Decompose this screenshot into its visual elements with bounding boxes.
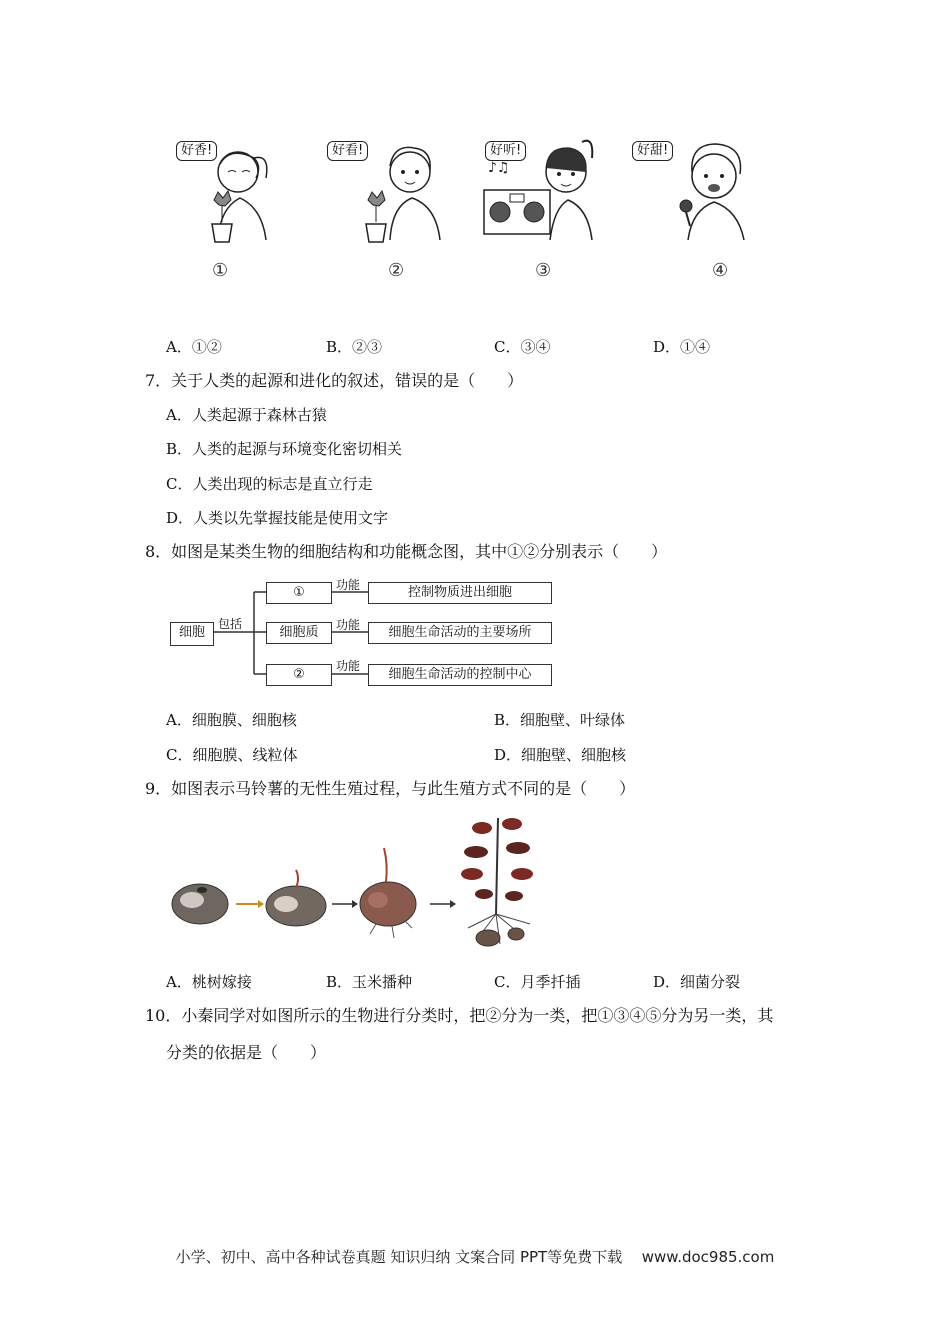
q8-option-b[interactable]: B．细胞壁、叶绿体	[494, 711, 626, 729]
q9-stem: 9．如图表示马铃薯的无性生殖过程，与此生殖方式不同的是（ ）	[145, 779, 636, 798]
q8-option-c[interactable]: C．细胞膜、线粒体	[166, 746, 298, 764]
q6-option-b[interactable]: B．②③	[326, 338, 383, 356]
diagram-part-cytoplasm: 细胞质	[266, 622, 332, 644]
figure-label-1: ①	[212, 260, 229, 281]
q9-option-a[interactable]: A．桃树嫁接	[166, 973, 252, 991]
q8-option-a[interactable]: A．细胞膜、细胞核	[166, 711, 297, 729]
svg-text:♪♫: ♪♫	[488, 160, 510, 176]
child-looking-flower-illustration	[352, 128, 462, 248]
q7-option-b[interactable]: B．人类的起源与环境变化密切相关	[166, 440, 403, 458]
q8-stem: 8．如图是某类生物的细胞结构和功能概念图，其中①②分别表示（ ）	[145, 542, 668, 561]
q6-option-a[interactable]: A．①②	[166, 338, 222, 356]
q10-stem-line1: 10．小秦同学对如图所示的生物进行分类时，把②分为一类，把①③④⑤分为另一类，其	[145, 1006, 774, 1025]
child-smelling-flower-illustration	[170, 128, 280, 248]
diagram-root-cell: 细胞	[170, 622, 214, 646]
speech-bubble-2: 好看!	[327, 141, 368, 161]
diagram-include-label: 包括	[218, 617, 243, 631]
q9-option-c[interactable]: C．月季扦插	[494, 973, 581, 991]
diagram-part-1: ①	[266, 582, 332, 604]
diagram-part-2: ②	[266, 664, 332, 686]
diagram-function-label-3: 功能	[336, 659, 361, 673]
q7-option-c[interactable]: C．人类出现的标志是直立行走	[166, 475, 373, 493]
q9-option-d[interactable]: D．细菌分裂	[653, 973, 741, 991]
diagram-function-1: 控制物质进出细胞	[368, 582, 552, 604]
diagram-function-label-2: 功能	[336, 618, 361, 632]
page-footer	[0, 1246, 950, 1267]
diagram-function-label-1: 功能	[336, 578, 361, 592]
q10-stem-line2: 分类的依据是（ ）	[166, 1043, 327, 1062]
q7-option-a[interactable]: A．人类起源于森林古猿	[166, 406, 327, 424]
figure-label-3: ③	[535, 260, 552, 281]
q7-option-d[interactable]: D．人类以先掌握技能是使用文字	[166, 509, 389, 527]
child-listening-radio-illustration	[482, 128, 612, 248]
footer-site-link[interactable]: www.doc985.com	[641, 1248, 775, 1266]
figure-label-4: ④	[712, 260, 729, 281]
q8-option-d[interactable]: D．细胞壁、细胞核	[494, 746, 627, 764]
child-eating-candy-illustration	[664, 128, 774, 248]
footer-text: 小学、初中、高中各种试卷真题 知识归纳 文案合同 PPT等免费下载	[175, 1248, 623, 1266]
diagram-function-3: 细胞生命活动的控制中心	[368, 664, 552, 686]
speech-bubble-4: 好甜!	[632, 141, 673, 161]
potato-reproduction-illustration	[166, 808, 556, 958]
q7-stem: 7．关于人类的起源和进化的叙述，错误的是（ ）	[145, 371, 524, 390]
speech-bubble-1: 好香!	[176, 141, 217, 161]
diagram-function-2: 细胞生命活动的主要场所	[368, 622, 552, 644]
q9-option-b[interactable]: B．玉米播种	[326, 973, 413, 991]
q6-option-c[interactable]: C．③④	[494, 338, 551, 356]
figure-label-2: ②	[388, 260, 405, 281]
speech-bubble-3: 好听!	[485, 141, 526, 161]
q6-option-d[interactable]: D．①④	[653, 338, 711, 356]
